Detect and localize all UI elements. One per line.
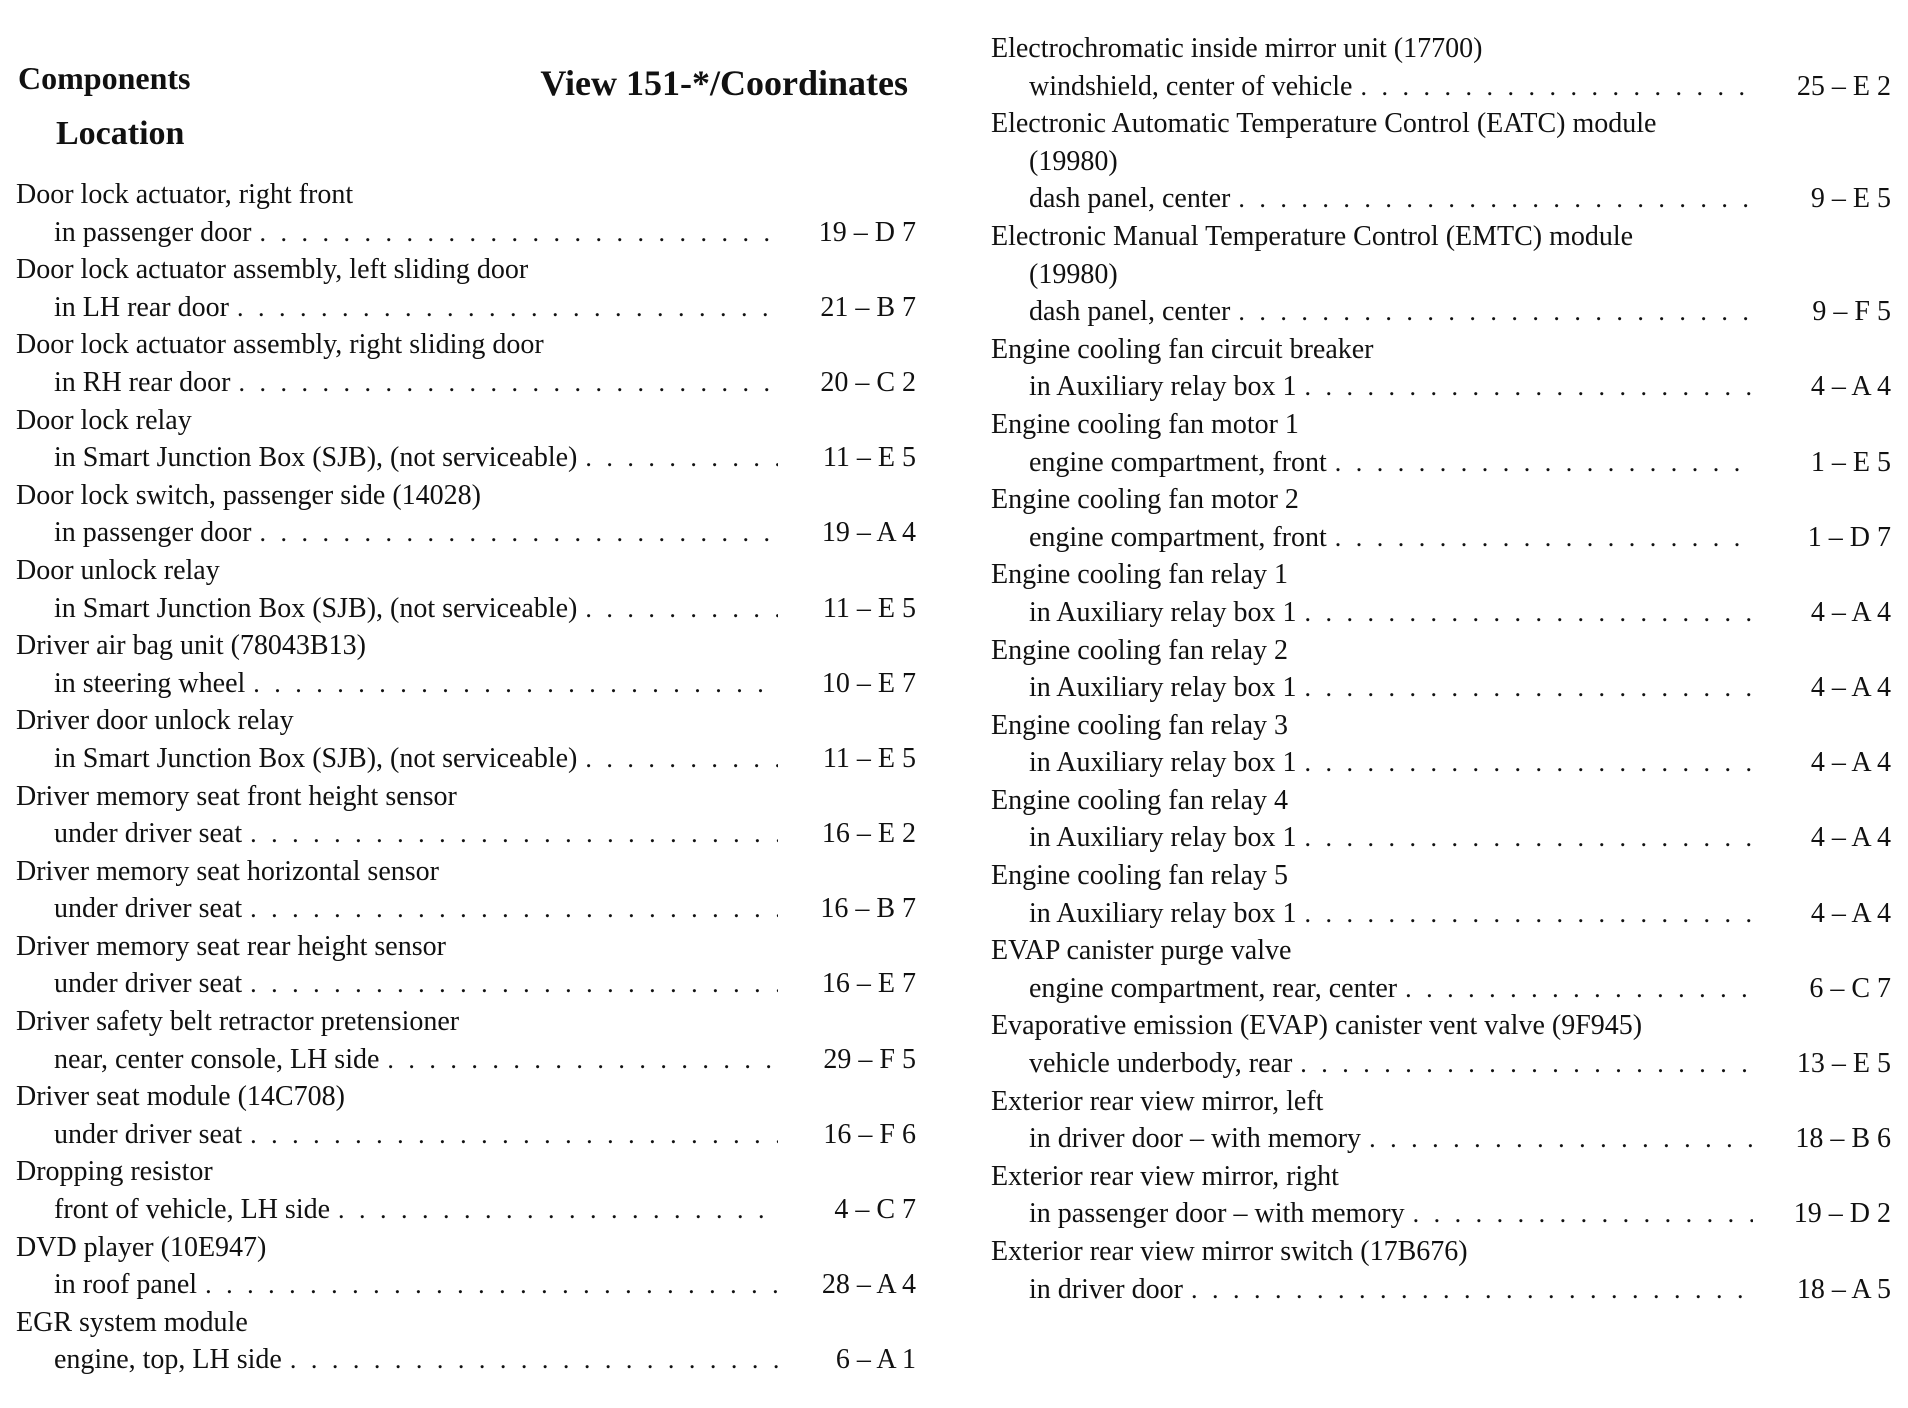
location-line: [975, 594, 1895, 632]
component-location: under driver seat: [54, 818, 243, 850]
dot-leader: [237, 289, 778, 327]
component-location: in Smart Junction Box (SJB), (not serviceable): [54, 742, 578, 774]
component-name: Electrochromatic inside mirror unit (17700): [991, 33, 1483, 64]
dot-leader: [1335, 444, 1753, 482]
component-coordinate: 16 – E 2: [821, 818, 916, 850]
location-line: [975, 444, 1895, 482]
dot-leader: [585, 439, 778, 477]
component-name: Door unlock relay: [16, 554, 220, 586]
component-location: in Smart Junction Box (SJB), (not serviceable): [54, 442, 578, 474]
component-location: dash panel, center: [1029, 183, 1231, 215]
location-line: [975, 970, 1895, 1008]
location-line: [0, 514, 920, 552]
component-entry: [0, 176, 920, 251]
component-name: Door lock relay: [16, 404, 192, 436]
component-name: Electronic Manual Temperature Control (EMTC) module: [991, 220, 1634, 252]
component-entry: [0, 402, 920, 477]
component-name: Evaporative emission (EVAP) canister vent valve (9F945): [991, 1010, 1643, 1042]
dot-leader: [290, 1341, 778, 1379]
component-coordinate: 4 – A 4: [1810, 371, 1891, 403]
location-line: [0, 815, 920, 853]
component-coordinate: 6 – A 1: [835, 1344, 916, 1376]
component-coordinate: 19 – A 4: [821, 517, 916, 549]
component-coordinate: 4 – A 4: [1810, 822, 1891, 854]
component-location: in Auxiliary relay box 1: [1029, 747, 1297, 779]
component-location: in driver door: [1029, 1273, 1183, 1305]
component-coordinate: 25 – E 2: [1796, 70, 1891, 102]
component-entry: [975, 1083, 1895, 1158]
location-line: [0, 439, 920, 477]
component-location: in Smart Junction Box (SJB), (not serviceable): [54, 592, 578, 624]
component-location: in roof panel: [54, 1269, 198, 1301]
location-line: [975, 68, 1895, 106]
component-location: in passenger door – with memory: [1029, 1198, 1405, 1230]
component-entry: [0, 251, 920, 326]
component-entry: [0, 1229, 920, 1304]
component-name: Driver memory seat horizontal sensor: [16, 855, 439, 887]
component-coordinate: 1 – D 7: [1807, 521, 1891, 553]
component-coordinate: 28 – A 4: [821, 1269, 916, 1301]
component-coordinate: 29 – F 5: [823, 1043, 916, 1075]
component-coordinate: 18 – B 6: [1795, 1123, 1891, 1155]
component-coordinate: 9 – E 5: [1810, 183, 1891, 215]
component-name: Electronic Automatic Temperature Control (EATC) module: [991, 108, 1657, 140]
component-location: in steering wheel: [54, 667, 246, 699]
location-line: [0, 1041, 920, 1079]
component-location: engine compartment, front: [1029, 446, 1327, 478]
component-entry: [975, 1233, 1895, 1308]
component-entry: [975, 218, 1895, 331]
component-location: in passenger door: [54, 216, 252, 248]
component-location: in LH rear door: [54, 291, 229, 323]
component-location: in passenger door: [54, 517, 252, 549]
dot-leader: [205, 1266, 778, 1304]
dot-leader: [585, 740, 778, 778]
component-location: under driver seat: [54, 893, 243, 925]
component-entry: [0, 702, 920, 777]
dot-leader: [1305, 594, 1753, 632]
component-entry: [975, 406, 1895, 481]
component-coordinate: 21 – B 7: [820, 291, 916, 323]
component-name: Engine cooling fan relay 4: [991, 784, 1289, 816]
location-line: [0, 1116, 920, 1154]
location-line: [975, 895, 1895, 933]
header-view-coordinates: View 151-*/Coordinates: [540, 63, 908, 103]
component-entry: [0, 928, 920, 1003]
dot-leader: [260, 514, 778, 552]
dot-leader: [1191, 1271, 1753, 1309]
component-coordinate: 4 – A 4: [1810, 672, 1891, 704]
component-name: Door lock actuator assembly, left sliding door: [16, 254, 529, 286]
location-line: [975, 1120, 1895, 1158]
component-name: Door lock actuator, right front: [16, 179, 354, 210]
location-line: [0, 214, 920, 252]
header-components: Components: [18, 60, 191, 96]
component-entry: [975, 1007, 1895, 1082]
header-location: Location: [56, 115, 185, 152]
dot-leader: [253, 665, 778, 703]
dot-leader: [338, 1191, 778, 1229]
component-coordinate: 19 – D 7: [818, 216, 916, 248]
component-name: Exterior rear view mirror switch (17B676): [991, 1236, 1468, 1267]
component-entry: [0, 552, 920, 627]
component-name: DVD player (10E947): [16, 1231, 267, 1263]
component-entry: [0, 1304, 920, 1379]
left-column: [0, 176, 920, 1379]
component-entry: [0, 1078, 920, 1153]
component-name: Engine cooling fan relay 5: [991, 860, 1289, 892]
location-line: [0, 1191, 920, 1229]
dot-leader: [250, 890, 778, 928]
dot-leader: [250, 815, 778, 853]
location-line: [975, 1271, 1895, 1309]
dot-leader: [1305, 819, 1753, 857]
component-name: Engine cooling fan relay 3: [991, 709, 1289, 741]
location-line: [0, 289, 920, 327]
component-entry: [975, 632, 1895, 707]
component-entry: [975, 30, 1895, 105]
component-coordinate: 11 – E 5: [822, 742, 916, 774]
location-line: [0, 590, 920, 628]
dot-leader: [250, 965, 778, 1003]
dot-leader: [1305, 744, 1753, 782]
dot-leader: [1335, 519, 1753, 557]
component-entry: [975, 481, 1895, 556]
component-name: EGR system module: [16, 1306, 248, 1338]
component-coordinate: 13 – E 5: [1796, 1048, 1891, 1080]
location-line: [975, 819, 1895, 857]
component-location: in Auxiliary relay box 1: [1029, 822, 1297, 854]
component-name: Dropping resistor: [16, 1156, 213, 1188]
component-name: Exterior rear view mirror, left: [991, 1085, 1324, 1117]
dot-leader: [1238, 293, 1753, 331]
component-name: Driver air bag unit (78043B13): [16, 630, 366, 662]
right-column: [975, 30, 1895, 1308]
location-line: [0, 890, 920, 928]
component-coordinate: 20 – C 2: [820, 366, 916, 398]
location-line: [975, 1045, 1895, 1083]
component-name: Engine cooling fan relay 1: [991, 559, 1289, 591]
component-location: dash panel, center: [1029, 296, 1231, 328]
component-location: vehicle underbody, rear: [1029, 1048, 1293, 1080]
dot-leader: [1305, 669, 1753, 707]
component-coordinate: 4 – A 4: [1810, 897, 1891, 929]
dot-leader: [1405, 970, 1753, 1008]
component-name-continued: (19980): [1029, 145, 1118, 177]
component-location: in Auxiliary relay box 1: [1029, 596, 1297, 628]
component-location: engine compartment, rear, center: [1029, 972, 1398, 1004]
dot-leader: [1300, 1045, 1753, 1083]
location-line: [975, 519, 1895, 557]
location-line: [975, 368, 1895, 406]
component-coordinate: 11 – E 5: [822, 592, 916, 624]
component-name: Driver seat module (14C708): [16, 1081, 345, 1113]
dot-leader: [585, 590, 778, 628]
component-coordinate: 6 – C 7: [1809, 972, 1891, 1004]
component-name: Door lock switch, passenger side (14028): [16, 479, 482, 511]
component-coordinate: 1 – E 5: [1810, 446, 1891, 478]
component-coordinate: 4 – A 4: [1810, 596, 1891, 628]
component-name: Driver door unlock relay: [16, 705, 294, 737]
component-location: in Auxiliary relay box 1: [1029, 672, 1297, 704]
component-location: front of vehicle, LH side: [54, 1194, 331, 1226]
component-coordinate: 19 – D 2: [1793, 1198, 1891, 1230]
location-line: [975, 669, 1895, 707]
dot-leader: [1305, 368, 1753, 406]
component-coordinate: 16 – B 7: [820, 893, 916, 925]
component-name: Engine cooling fan motor 1: [991, 408, 1299, 440]
location-line: [0, 740, 920, 778]
dot-leader: [1305, 895, 1753, 933]
dot-leader: [1369, 1120, 1753, 1158]
component-location: engine compartment, front: [1029, 521, 1327, 553]
dot-leader: [387, 1041, 778, 1079]
component-entry: [975, 857, 1895, 932]
component-name: Door lock actuator assembly, right sliding door: [16, 329, 544, 361]
component-location: in Auxiliary relay box 1: [1029, 897, 1297, 929]
component-name: Driver memory seat rear height sensor: [16, 930, 446, 962]
dot-leader: [260, 214, 778, 252]
component-coordinate: 11 – E 5: [822, 442, 916, 474]
component-coordinate: 16 – E 7: [821, 968, 916, 1000]
location-line: [0, 1266, 920, 1304]
location-line: [975, 180, 1895, 218]
component-location: near, center console, LH side: [54, 1043, 380, 1075]
dot-leader: [1360, 68, 1753, 106]
component-location: in RH rear door: [54, 366, 231, 398]
component-coordinate: 16 – F 6: [823, 1118, 916, 1150]
component-coordinate: 10 – E 7: [821, 667, 916, 699]
component-entry: [975, 331, 1895, 406]
component-location: in Auxiliary relay box 1: [1029, 371, 1297, 403]
location-line: [975, 744, 1895, 782]
component-location: engine, top, LH side: [54, 1344, 282, 1376]
component-entry: [975, 932, 1895, 1007]
component-entry: [0, 1153, 920, 1228]
component-entry: [0, 1003, 920, 1078]
dot-leader: [1413, 1195, 1753, 1233]
component-coordinate: 18 – A 5: [1796, 1273, 1891, 1305]
component-name: Engine cooling fan circuit breaker: [991, 333, 1374, 365]
component-name: Exterior rear view mirror, right: [991, 1160, 1339, 1192]
location-line: [0, 665, 920, 703]
location-line: [0, 364, 920, 402]
component-name: EVAP canister purge valve: [991, 935, 1292, 967]
component-coordinate: 4 – A 4: [1810, 747, 1891, 779]
component-entry: [0, 326, 920, 401]
component-entry: [975, 105, 1895, 218]
component-entry: [975, 782, 1895, 857]
dot-leader: [250, 1116, 778, 1154]
location-line: [0, 965, 920, 1003]
component-entry: [0, 477, 920, 552]
component-location: in driver door – with memory: [1029, 1123, 1362, 1155]
component-location: under driver seat: [54, 968, 243, 1000]
component-entry: [975, 1158, 1895, 1233]
location-line: [975, 1195, 1895, 1233]
component-entry: [975, 707, 1895, 782]
component-name: Driver safety belt retractor pretensioner: [16, 1006, 460, 1038]
component-entry: [0, 778, 920, 853]
dot-leader: [239, 364, 778, 402]
component-name: Engine cooling fan motor 2: [991, 484, 1299, 516]
component-name: Driver memory seat front height sensor: [16, 780, 457, 812]
location-line: [0, 1341, 920, 1379]
component-location: windshield, center of vehicle: [1029, 70, 1353, 102]
dot-leader: [1238, 180, 1753, 218]
location-line: [975, 293, 1895, 331]
component-entry: [0, 853, 920, 928]
component-entry: [0, 627, 920, 702]
component-name-continued: (19980): [1029, 258, 1118, 290]
component-name: Engine cooling fan relay 2: [991, 634, 1289, 666]
component-entry: [975, 556, 1895, 631]
component-coordinate: 4 – C 7: [834, 1194, 916, 1226]
component-coordinate: 9 – F 5: [1812, 296, 1891, 328]
component-location: under driver seat: [54, 1118, 243, 1150]
